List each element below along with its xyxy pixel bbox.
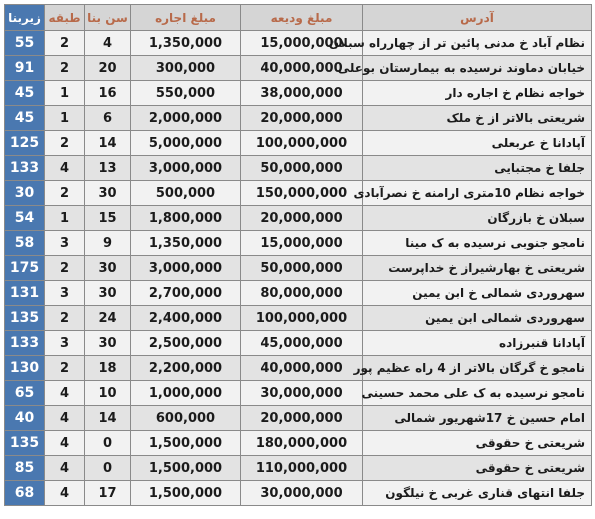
table-body — [5, 31, 592, 506]
cell-deposit: 15,000,000 — [241, 231, 363, 256]
cell-floor: 1 — [45, 81, 85, 106]
cell-rent: 550,000 — [131, 81, 241, 106]
cell-age: 15 — [85, 206, 131, 231]
table-row — [5, 31, 592, 56]
cell-floor: 4 — [45, 156, 85, 181]
cell-address: خواجه نظام 10متری ارامنه خ نصرآبادی — [363, 181, 592, 206]
cell-deposit: 100,000,000 — [241, 131, 363, 156]
cell-age: 30 — [85, 331, 131, 356]
cell-rent: 1,500,000 — [131, 481, 241, 506]
cell-deposit: 30,000,000 — [241, 381, 363, 406]
cell-age: 14 — [85, 131, 131, 156]
table-row — [5, 206, 592, 231]
cell-area: 133 — [5, 331, 45, 356]
cell-deposit: 20,000,000 — [241, 106, 363, 131]
cell-rent: 1,350,000 — [131, 31, 241, 56]
cell-age: 0 — [85, 456, 131, 481]
cell-floor: 4 — [45, 481, 85, 506]
header-age: سن بنا — [85, 5, 131, 31]
cell-rent: 2,500,000 — [131, 331, 241, 356]
cell-rent: 1,350,000 — [131, 231, 241, 256]
cell-floor: 4 — [45, 456, 85, 481]
table-header-row — [5, 5, 592, 31]
cell-deposit: 20,000,000 — [241, 206, 363, 231]
cell-area: 45 — [5, 81, 45, 106]
cell-floor: 3 — [45, 331, 85, 356]
cell-rent: 1,500,000 — [131, 431, 241, 456]
cell-area: 131 — [5, 281, 45, 306]
cell-deposit: 150,000,000 — [241, 181, 363, 206]
cell-floor: 2 — [45, 306, 85, 331]
cell-address: شریعتی خ بهارشیراز خ خداپرست — [363, 256, 592, 281]
cell-deposit: 20,000,000 — [241, 406, 363, 431]
cell-age: 4 — [85, 31, 131, 56]
cell-deposit: 50,000,000 — [241, 156, 363, 181]
table-row — [5, 481, 592, 506]
table-row — [5, 406, 592, 431]
cell-age: 30 — [85, 281, 131, 306]
cell-age: 14 — [85, 406, 131, 431]
table-row — [5, 356, 592, 381]
cell-area: 175 — [5, 256, 45, 281]
cell-floor: 1 — [45, 206, 85, 231]
table-row — [5, 331, 592, 356]
cell-deposit: 40,000,000 — [241, 56, 363, 81]
cell-address: امام حسین خ 17شهریور شمالی — [363, 406, 592, 431]
cell-floor: 2 — [45, 181, 85, 206]
cell-age: 0 — [85, 431, 131, 456]
cell-area: 125 — [5, 131, 45, 156]
cell-deposit: 15,000,000 — [241, 31, 363, 56]
cell-address: آپادانا خ عربعلی — [363, 131, 592, 156]
cell-rent: 3,000,000 — [131, 256, 241, 281]
cell-rent: 3,000,000 — [131, 156, 241, 181]
cell-age: 17 — [85, 481, 131, 506]
cell-area: 85 — [5, 456, 45, 481]
cell-address: سهروردی شمالی ابن یمین — [363, 306, 592, 331]
cell-deposit: 80,000,000 — [241, 281, 363, 306]
cell-deposit: 40,000,000 — [241, 356, 363, 381]
cell-age: 18 — [85, 356, 131, 381]
cell-floor: 2 — [45, 31, 85, 56]
header-area: زیربنا — [5, 5, 45, 31]
cell-rent: 2,700,000 — [131, 281, 241, 306]
table-row — [5, 81, 592, 106]
cell-floor: 4 — [45, 431, 85, 456]
cell-deposit: 110,000,000 — [241, 456, 363, 481]
cell-address: شریعتی خ حقوقی — [363, 431, 592, 456]
cell-address: شریعتی خ حقوقی — [363, 456, 592, 481]
cell-area: 135 — [5, 431, 45, 456]
cell-area: 54 — [5, 206, 45, 231]
table-row — [5, 256, 592, 281]
table-row — [5, 281, 592, 306]
cell-area: 68 — [5, 481, 45, 506]
cell-rent: 600,000 — [131, 406, 241, 431]
table-row — [5, 456, 592, 481]
cell-address: نامجو نرسیده به ک علی محمد حسینی — [363, 381, 592, 406]
cell-area: 133 — [5, 156, 45, 181]
cell-age: 20 — [85, 56, 131, 81]
cell-floor: 2 — [45, 256, 85, 281]
cell-deposit: 45,000,000 — [241, 331, 363, 356]
cell-area: 55 — [5, 31, 45, 56]
cell-deposit: 50,000,000 — [241, 256, 363, 281]
cell-age: 6 — [85, 106, 131, 131]
cell-address: آپادانا قنبرزاده — [363, 331, 592, 356]
cell-age: 24 — [85, 306, 131, 331]
cell-address: نامجو خ گرگان بالاتر از 4 راه عظیم پور — [363, 356, 592, 381]
cell-age: 9 — [85, 231, 131, 256]
cell-rent: 2,400,000 — [131, 306, 241, 331]
cell-address: شریعتی بالاتر از خ ملک — [363, 106, 592, 131]
table-row — [5, 181, 592, 206]
cell-floor: 4 — [45, 406, 85, 431]
header-rent: مبلغ اجاره — [131, 5, 241, 31]
cell-age: 30 — [85, 181, 131, 206]
cell-address: خیابان دماوند نرسیده به بیمارستان بوعلی — [363, 56, 592, 81]
table-row — [5, 106, 592, 131]
cell-floor: 2 — [45, 56, 85, 81]
cell-address: جلفا انتهای قناری غربی خ نیلگون — [363, 481, 592, 506]
cell-rent: 500,000 — [131, 181, 241, 206]
cell-area: 45 — [5, 106, 45, 131]
table-row — [5, 306, 592, 331]
cell-rent: 5,000,000 — [131, 131, 241, 156]
header-address: آدرس — [363, 5, 592, 31]
cell-address: سهروردی شمالی خ ابن یمین — [363, 281, 592, 306]
cell-age: 13 — [85, 156, 131, 181]
cell-floor: 3 — [45, 281, 85, 306]
cell-age: 30 — [85, 256, 131, 281]
cell-floor: 3 — [45, 231, 85, 256]
cell-rent: 1,000,000 — [131, 381, 241, 406]
cell-address: سبلان خ بازرگان — [363, 206, 592, 231]
cell-address: نظام آباد خ مدنی پائین تر از چهارراه سبلان — [363, 31, 592, 56]
cell-address: خواجه نظام خ اجاره دار — [363, 81, 592, 106]
cell-rent: 1,500,000 — [131, 456, 241, 481]
cell-address: جلفا خ مجتبایی — [363, 156, 592, 181]
rental-listings-table — [4, 4, 592, 506]
cell-area: 58 — [5, 231, 45, 256]
cell-area: 130 — [5, 356, 45, 381]
cell-deposit: 38,000,000 — [241, 81, 363, 106]
cell-floor: 2 — [45, 356, 85, 381]
cell-age: 10 — [85, 381, 131, 406]
cell-rent: 2,000,000 — [131, 106, 241, 131]
table-row — [5, 231, 592, 256]
cell-address: نامجو جنوبی نرسیده به ک مینا — [363, 231, 592, 256]
cell-floor: 4 — [45, 381, 85, 406]
rental-listings-table-container — [4, 4, 591, 506]
header-floor: طبقه — [45, 5, 85, 31]
cell-deposit: 180,000,000 — [241, 431, 363, 456]
cell-area: 40 — [5, 406, 45, 431]
table-row — [5, 156, 592, 181]
table-row — [5, 131, 592, 156]
table-row — [5, 56, 592, 81]
cell-deposit: 30,000,000 — [241, 481, 363, 506]
header-deposit: مبلغ ودیعه — [241, 5, 363, 31]
cell-area: 65 — [5, 381, 45, 406]
cell-age: 16 — [85, 81, 131, 106]
cell-rent: 1,800,000 — [131, 206, 241, 231]
cell-floor: 1 — [45, 106, 85, 131]
cell-rent: 300,000 — [131, 56, 241, 81]
cell-area: 30 — [5, 181, 45, 206]
cell-deposit: 100,000,000 — [241, 306, 363, 331]
cell-floor: 2 — [45, 131, 85, 156]
table-row — [5, 381, 592, 406]
cell-rent: 2,200,000 — [131, 356, 241, 381]
cell-area: 91 — [5, 56, 45, 81]
cell-area: 135 — [5, 306, 45, 331]
table-row — [5, 431, 592, 456]
